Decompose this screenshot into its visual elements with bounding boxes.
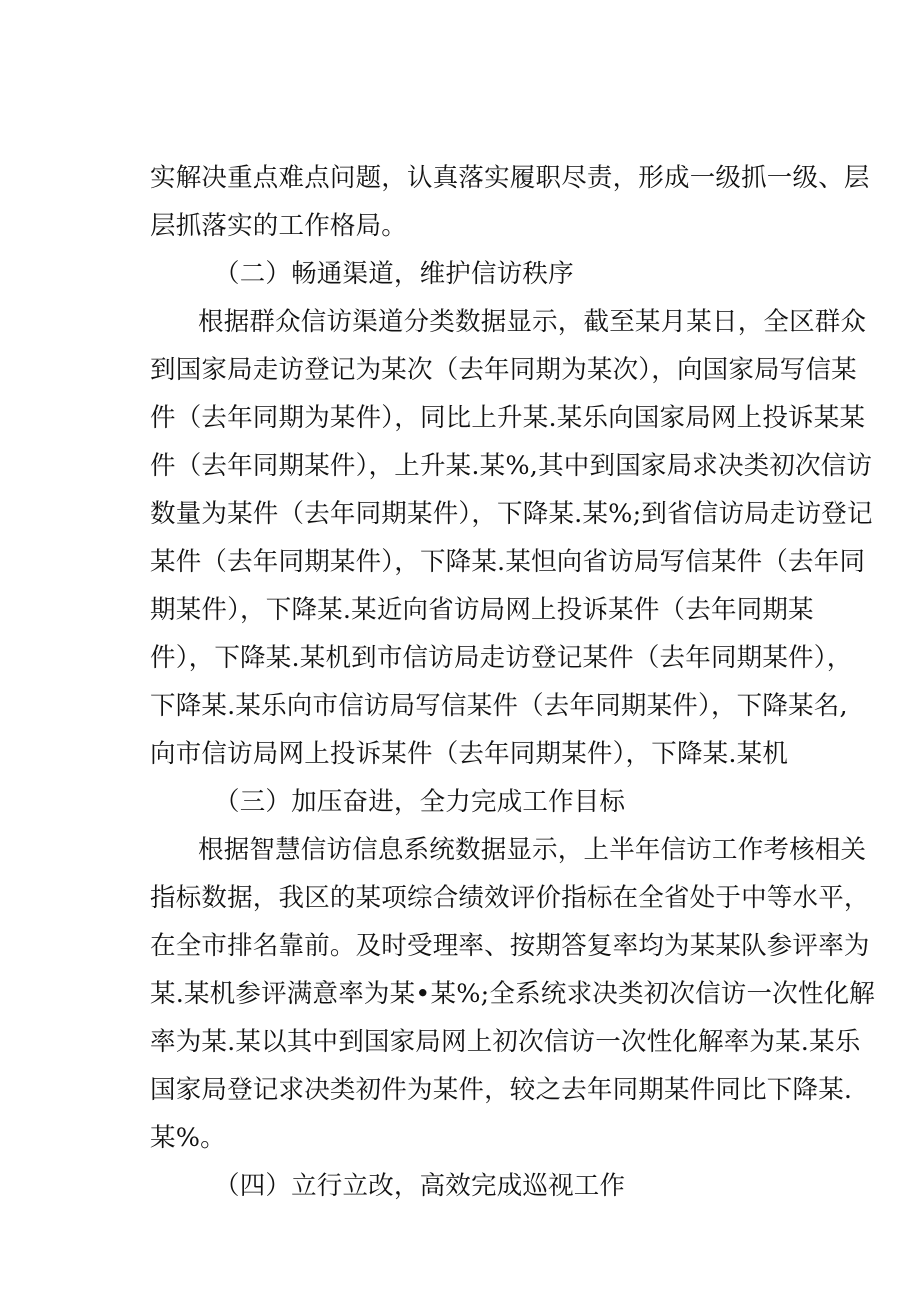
body-text-line: 指标数据，我区的某项综合绩效评价指标在全省处于中等水平， — [150, 883, 870, 913]
body-text-line: 某件（去年同期某件），下降某.某怛向省访局写信某件（去年同 — [150, 547, 866, 577]
body-text-line: 层抓落实的工作格局。 — [150, 211, 408, 241]
body-text-line: 实解决重点难点问题，认真落实履职尽责，形成一级抓一级、层 — [150, 163, 870, 193]
body-text-line: 在全市排名靠前。及时受理率、按期答复率均为某某队参评率为 — [150, 931, 870, 961]
body-text-line: 国家局登记求决类初件为某件，较之去年同期某件同比下降某. — [150, 1075, 853, 1105]
paragraph-first-line: 根据群众信访渠道分类数据显示，截至某月某日，全区群众 — [198, 307, 867, 337]
body-text-line: 率为某.某以其中到国家局网上初次信访一次性化解率为某.某乐 — [150, 1027, 861, 1057]
body-text-line: 向市信访局网上投诉某件（去年同期某件），下降某.某机 — [150, 739, 789, 769]
section-heading-4: （四）立行立改，高效完成巡视工作 — [214, 1171, 626, 1201]
section-heading-3: （三）加压奋进，全力完成工作目标 — [214, 787, 626, 817]
body-text-line: 期某件），下降某.某近向省访局网上投诉某件（去年同期某 — [150, 595, 814, 625]
body-text-line: 某%。 — [150, 1123, 226, 1153]
body-text-line: 某.某机参评满意率为某•某%;全系统求决类初次信访一次性化解 — [150, 979, 875, 1009]
body-text-line: 到国家局走访登记为某次（去年同期为某次），向国家局写信某 — [150, 355, 857, 385]
body-text-line: 下降某.某乐向市信访局写信某件（去年同期某件），下降某名, — [150, 691, 848, 721]
body-text-line: 数量为某件（去年同期某件），下降某.某%;到省信访局走访登记 — [150, 499, 873, 529]
section-heading-2: （二）畅通渠道，维护信访秩序 — [214, 259, 574, 289]
body-text-line: 件（去年同期某件），上升某.某%,其中到国家局求决类初次信访 — [150, 451, 873, 481]
paragraph-first-line: 根据智慧信访信息系统数据显示，上半年信访工作考核相关 — [198, 835, 867, 865]
body-text-line: 件），下降某.某机到市信访局走访登记某件（去年同期某件）， — [150, 643, 853, 673]
body-text-line: 件（去年同期为某件），同比上升某.某乐向国家局网上投诉某某 — [150, 403, 866, 433]
